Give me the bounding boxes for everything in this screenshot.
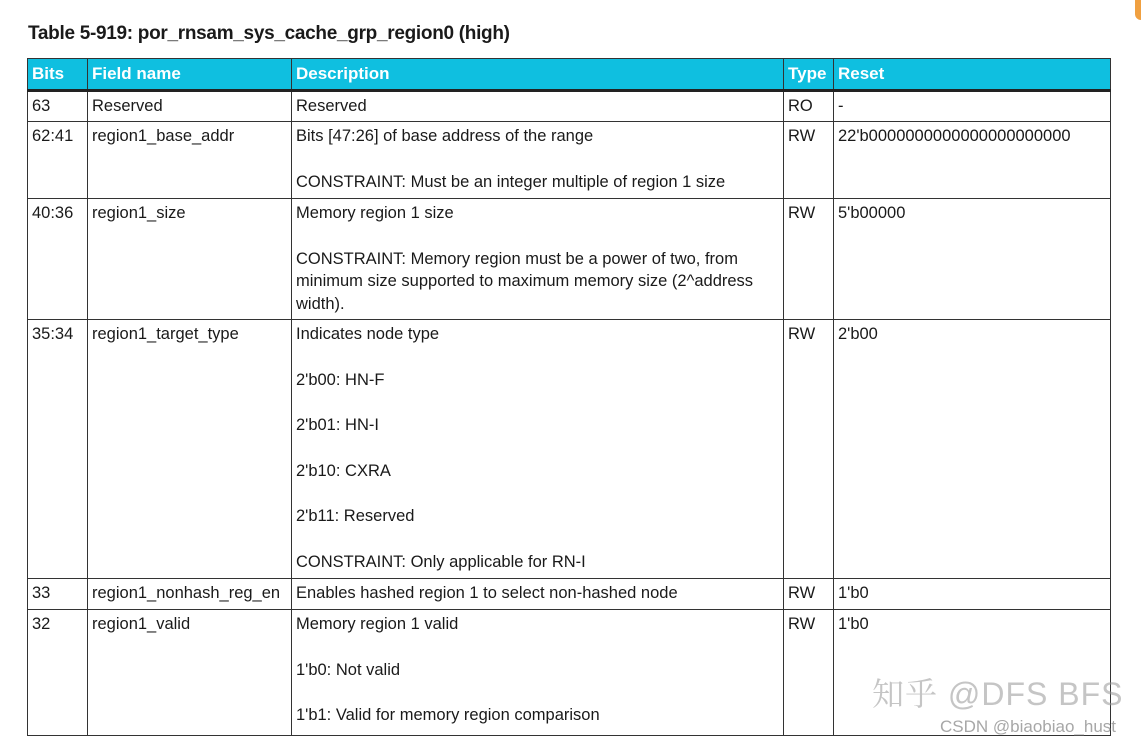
cell-type: RW bbox=[784, 122, 834, 199]
description-paragraph: 2'b01: HN-I bbox=[296, 416, 379, 434]
cell-field-name: region1_valid bbox=[88, 610, 292, 736]
cell-description bbox=[292, 91, 784, 122]
cell-bits: 35:34 bbox=[28, 320, 88, 579]
watermark-zhihu: 知乎 @DFS BFS bbox=[872, 676, 1124, 712]
description-paragraph: 2'b11: Reserved bbox=[296, 507, 415, 525]
cell-type: RW bbox=[784, 199, 834, 320]
cell-type: RO bbox=[784, 91, 834, 122]
header-field-name: Field name bbox=[88, 59, 292, 91]
description-paragraph: Memory region 1 valid bbox=[296, 615, 459, 633]
cell-bits: 33 bbox=[28, 579, 88, 610]
cell-field-name: region1_base_addr bbox=[88, 122, 292, 199]
table-row bbox=[28, 579, 1111, 610]
table-row bbox=[28, 91, 1111, 122]
header-type: Type bbox=[784, 59, 834, 91]
watermark-csdn: CSDN @biaobiao_hust bbox=[940, 717, 1117, 736]
cell-field-name: region1_nonhash_reg_en bbox=[88, 579, 292, 610]
cell-reset: 2'b00 bbox=[834, 320, 1111, 579]
description-paragraph: 1'b0: Not valid bbox=[296, 660, 401, 679]
cell-bits: 62:41 bbox=[28, 122, 88, 199]
description-paragraph: CONSTRAINT: Must be an integer multiple of region 1 size bbox=[296, 172, 726, 191]
description-paragraph: 2'b00: HN-F bbox=[296, 370, 385, 389]
cell-bits: 63 bbox=[28, 91, 88, 122]
cell-reset: 1'b0 bbox=[834, 610, 1111, 736]
description-paragraph: Reserved bbox=[296, 97, 367, 115]
table-title: Table 5-919: por_rnsam_sys_cache_grp_region0 (high) bbox=[28, 23, 510, 44]
description-paragraph: CONSTRAINT: Memory region must be a power of two, from minimum size supported to maximum memory size (2^address width). bbox=[296, 249, 754, 313]
cell-type: RW bbox=[784, 320, 834, 579]
cell-type: RW bbox=[784, 610, 834, 736]
cell-bits: 40:36 bbox=[28, 199, 88, 320]
description-paragraph: Bits [47:26] of base address of the range bbox=[296, 127, 594, 145]
cell-description bbox=[292, 199, 784, 320]
cell-type: RW bbox=[784, 579, 834, 610]
table-header bbox=[28, 59, 1111, 91]
cell-reset: - bbox=[834, 91, 1111, 122]
cell-description bbox=[292, 610, 784, 736]
table-row bbox=[28, 199, 1111, 320]
cell-bits: 32 bbox=[28, 610, 88, 736]
cell-description bbox=[292, 579, 784, 610]
cell-reset: 1'b0 bbox=[834, 579, 1111, 610]
cell-reset: 5'b00000 bbox=[834, 199, 1111, 320]
header-description: Description bbox=[292, 59, 784, 91]
description-paragraph: 1'b1: Valid for memory region comparison bbox=[296, 706, 600, 724]
corner-badge bbox=[1135, 0, 1141, 20]
table-row bbox=[28, 122, 1111, 199]
table-row bbox=[28, 320, 1111, 579]
header-reset: Reset bbox=[834, 59, 1111, 91]
cell-reset: 22'b0000000000000000000000 bbox=[834, 122, 1111, 199]
cell-description bbox=[292, 320, 784, 579]
description-paragraph: CONSTRAINT: Only applicable for RN-I bbox=[296, 552, 586, 571]
register-table bbox=[27, 58, 1111, 736]
cell-field-name: region1_target_type bbox=[88, 320, 292, 579]
cell-description bbox=[292, 122, 784, 199]
header-bits: Bits bbox=[28, 59, 88, 91]
cell-field-name: region1_size bbox=[88, 199, 292, 320]
description-paragraph: 2'b10: CXRA bbox=[296, 461, 391, 480]
cell-field-name: Reserved bbox=[88, 91, 292, 122]
description-paragraph: Enables hashed region 1 to select non-hashed node bbox=[296, 584, 678, 602]
description-paragraph: Memory region 1 size bbox=[296, 204, 454, 222]
description-paragraph: Indicates node type bbox=[296, 325, 440, 343]
